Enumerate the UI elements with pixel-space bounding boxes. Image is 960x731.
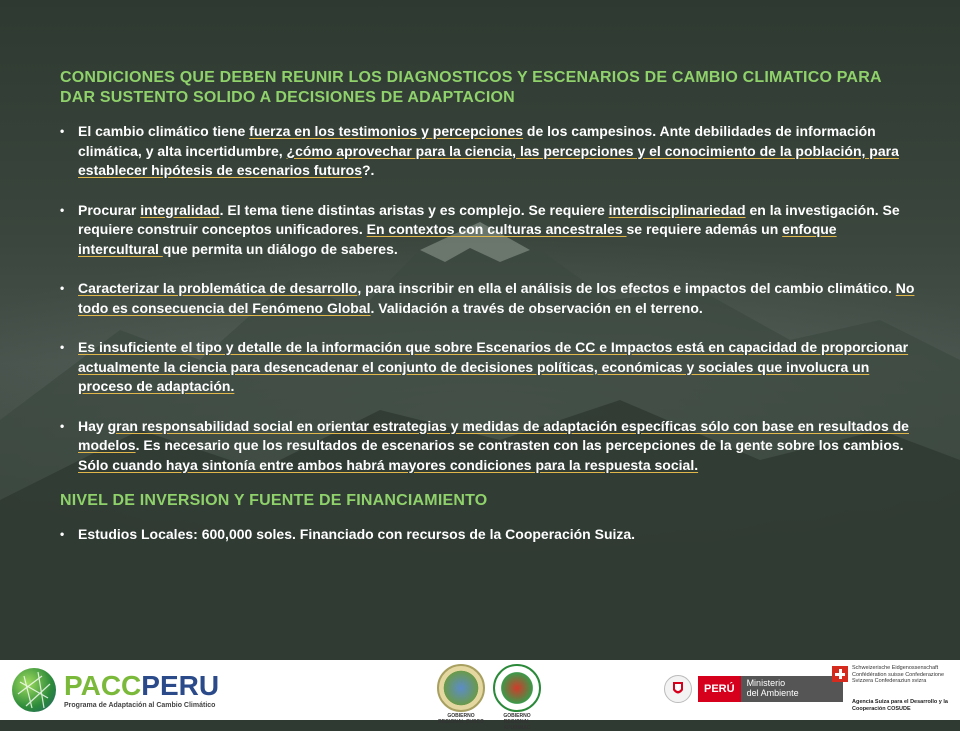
pacc-peru-logo bbox=[12, 668, 219, 712]
peru-label: PERÚ bbox=[698, 676, 741, 702]
apurimac-seal-caption: GOBIERNO REGIONAL APURIMAC bbox=[503, 713, 531, 731]
underlined-text: interdisciplinariedad bbox=[608, 201, 746, 218]
brand-subtitle: Programa de Adaptación al Cambio Climático bbox=[64, 701, 216, 709]
bullet-item bbox=[60, 338, 920, 397]
minam-line-2: del Ambiente bbox=[746, 688, 799, 698]
bullet-text: Procurar bbox=[78, 201, 141, 218]
underlined-text: enfoque intercultural bbox=[78, 221, 837, 257]
bullet-text: . El tema tiene distintas aristas y es complejo. Se requiere bbox=[219, 201, 609, 218]
cosude-text: Agencia Suiza para el Desarrollo y la Cooperación COSUDE bbox=[852, 699, 948, 712]
bullet-text: . Es necesario que los resultados de escenarios se contrasten con las percepciones de la gente sobre los cambios. bbox=[135, 437, 904, 453]
apurimac-seal bbox=[492, 664, 542, 731]
bullet-item bbox=[60, 122, 920, 181]
main-heading: CONDICIONES QUE DEBEN REUNIR LOS DIAGNOSTICOS Y ESCENARIOS DE CAMBIO CLIMATICO PARA DAR SUSTENTO SOLIDO A DECISIONES DE ADAPTACION bbox=[60, 69, 882, 106]
bullet-text: Hay bbox=[78, 417, 108, 434]
globe-icon bbox=[12, 668, 56, 712]
underlined-text: fuerza en los testimonios y percepciones bbox=[249, 123, 524, 139]
bullet-item bbox=[60, 279, 920, 318]
underlined-text: Es insuficiente el tipo y detalle de la información que sobre Escenarios de CC e Impactos está en capacidad de proporcionar actualmente la ciencia para desencadenar el conjunto de decisiones políticas, económicas y sociales que involucra un proceso de adaptación. bbox=[78, 339, 909, 394]
underlined-text: Sólo cuando haya sintonía entre ambos habrá mayores condiciones para la respuesta social. bbox=[78, 456, 699, 473]
bullet-text: se requiere además un bbox=[626, 221, 783, 237]
bullet-item bbox=[60, 417, 920, 476]
underlined-text: No todo es consecuencia del Fenómeno Global bbox=[78, 280, 915, 316]
bullet-text: , para inscribir en ella el análisis de los efectos e impactos del cambio climático. bbox=[357, 280, 896, 296]
cusco-seal-caption: GOBIERNO REGIONAL CUSCO bbox=[438, 713, 484, 725]
bullet-text: . Validación a través de observación en el terreno. bbox=[370, 299, 703, 316]
bullet-text: ?. bbox=[362, 162, 375, 178]
bullet-text: en la investigación. Se requiere construir conceptos unificadores. bbox=[78, 201, 900, 237]
bullet-marker: • bbox=[60, 340, 65, 354]
minam-line-1: Ministerio bbox=[746, 678, 786, 688]
bullet-text: de los campesinos. Ante debilidades de información climática, y alta incertidumbre, bbox=[78, 123, 876, 159]
underlined-text: En contextos con culturas ancestrales bbox=[366, 221, 627, 237]
underlined-text: ¿cómo aprovechar para la ciencia, las percepciones y el conocimiento de la población, para establecer hipótesis de escenarios futuros bbox=[78, 142, 899, 178]
peru-shield-icon bbox=[664, 675, 692, 703]
minam-label bbox=[741, 676, 843, 702]
bullet-marker: • bbox=[60, 281, 65, 295]
brand-pacc: PACC bbox=[64, 669, 142, 701]
brand-peru: PERU bbox=[141, 669, 220, 701]
bullet-item bbox=[60, 201, 920, 260]
minam-logo bbox=[664, 676, 843, 702]
bullet-marker: • bbox=[60, 202, 65, 217]
conditions-list bbox=[60, 122, 920, 475]
swiss-flag-icon bbox=[832, 666, 848, 682]
bullet-text: El cambio climático tiene bbox=[78, 123, 250, 139]
bullet-item bbox=[60, 525, 920, 545]
bullet-text: que permita un diálogo de saberes. bbox=[162, 240, 398, 257]
underlined-text: gran responsabilidad social en orientar estrategias y medidas de adaptación específicas sólo con base en resultados de modelos bbox=[78, 417, 909, 453]
swiss-confederation-text: Schweizerische Eidgenossenschaft Confédération suisse Confederazione Svizzera Confederaziun svizra bbox=[852, 665, 945, 684]
bullet-marker: • bbox=[60, 418, 65, 433]
cusco-seal bbox=[436, 664, 486, 725]
slide-content bbox=[60, 68, 920, 545]
bullet-marker: • bbox=[60, 124, 65, 138]
investment-heading: NIVEL DE INVERSION Y FUENTE DE FINANCIAMIENTO bbox=[60, 492, 488, 509]
investment-list bbox=[60, 525, 920, 545]
bullet-text: Estudios Locales: 600,000 soles. Financiado con recursos de la Cooperación Suiza. bbox=[78, 526, 636, 542]
underlined-text: integralidad bbox=[140, 201, 220, 218]
bullet-marker: • bbox=[60, 527, 65, 541]
underlined-text: Caracterizar la problemática de desarrollo bbox=[78, 280, 358, 296]
